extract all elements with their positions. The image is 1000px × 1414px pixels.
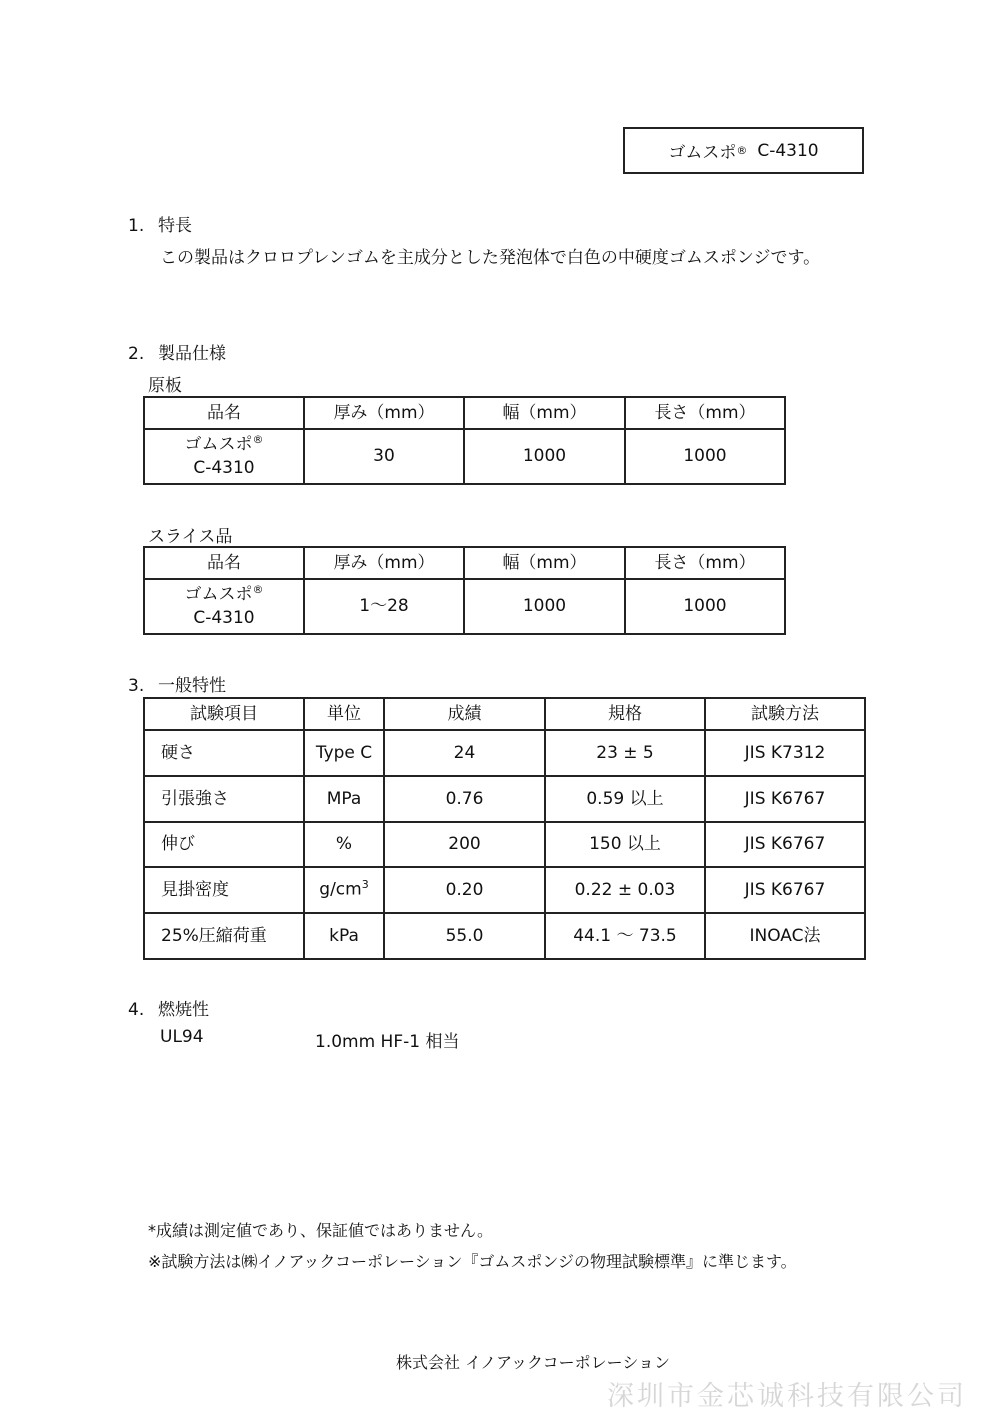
- method-cell: JIS K6767: [705, 867, 865, 913]
- thickness-cell: 1～28: [304, 579, 464, 634]
- table-header-row: [144, 698, 865, 730]
- product-name-cell: ゴムスポ® C-4310: [144, 579, 304, 634]
- table-row: [144, 776, 865, 822]
- method-cell: JIS K7312: [705, 730, 865, 776]
- spec-cell: 150 以上: [545, 822, 705, 867]
- section-1-description: この製品はクロロプレンゴムを主成分とした発泡体で白色の中硬度ゴムスポンジです。: [160, 248, 821, 268]
- test-item-cell: 伸び: [144, 822, 304, 867]
- table-row: [144, 867, 865, 913]
- section-2-number: 2.: [128, 344, 145, 364]
- result-cell: 55.0: [384, 913, 545, 959]
- test-item-cell: 硬さ: [144, 730, 304, 776]
- result-cell: 200: [384, 822, 545, 867]
- header-width: 幅（mm）: [464, 397, 625, 429]
- product-name-cell: ゴムスポ® C-4310: [144, 429, 304, 484]
- test-item-cell: 見掛密度: [144, 867, 304, 913]
- footnote-2: ※試験方法は㈱イノアックコーポレーション『ゴムスポンジの物理試験標準』に準じます。: [148, 1252, 797, 1271]
- table-row: [144, 822, 865, 867]
- header-spec: 規格: [545, 698, 705, 730]
- title-product-name: ゴムスポ: [668, 143, 737, 163]
- unit-cell: kPa: [304, 913, 384, 959]
- header-product: 品名: [144, 397, 304, 429]
- method-cell: INOAC法: [705, 913, 865, 959]
- test-item-cell: 25%圧縮荷重: [144, 913, 304, 959]
- section-3-title: 一般特性: [158, 676, 226, 696]
- header-test-item: 試験項目: [144, 698, 304, 730]
- section-1-number: 1.: [128, 216, 145, 236]
- company-name: 株式会社 イノアックコーポレーション: [396, 1353, 671, 1372]
- result-cell: 0.20: [384, 867, 545, 913]
- header-length: 長さ（mm）: [625, 397, 785, 429]
- document-title: [623, 127, 864, 174]
- spec-cell: 23 ± 5: [545, 730, 705, 776]
- method-cell: JIS K6767: [705, 822, 865, 867]
- footnote-1: *成績は測定値であり、保証値ではありません。: [148, 1221, 493, 1240]
- length-cell: 1000: [625, 429, 785, 484]
- section-4-title: 燃焼性: [158, 1000, 209, 1020]
- table-row: [144, 913, 865, 959]
- section-1-title: 特長: [158, 216, 192, 236]
- header-thickness: 厚み（mm）: [304, 397, 464, 429]
- spec-cell: 0.22 ± 0.03: [545, 867, 705, 913]
- section-3-number: 3.: [128, 676, 145, 696]
- section-4-heading: [128, 995, 209, 1020]
- board-label: 原板: [148, 376, 182, 396]
- section-1-heading: [128, 211, 192, 236]
- unit-cell: $g/cm^3$: [304, 867, 384, 913]
- section-4-number: 4.: [128, 1000, 145, 1020]
- board-spec-table: [143, 396, 786, 485]
- unit-cell: MPa: [304, 776, 384, 822]
- table-row: [144, 730, 865, 776]
- unit-cell: %: [304, 822, 384, 867]
- slice-label: スライス品: [148, 527, 233, 547]
- table-header-row: [144, 397, 785, 429]
- width-cell: 1000: [464, 429, 625, 484]
- general-properties-table: [143, 697, 866, 960]
- table-row: [144, 429, 785, 484]
- section-2-heading: [128, 339, 226, 364]
- title-product-code: C-4310: [757, 140, 819, 161]
- section-3-heading: [128, 671, 226, 696]
- header-unit: 単位: [304, 698, 384, 730]
- table-header-row: [144, 547, 785, 579]
- header-product: 品名: [144, 547, 304, 579]
- slice-spec-table: [143, 546, 786, 635]
- table-row: [144, 579, 785, 634]
- header-thickness: 厚み（mm）: [304, 547, 464, 579]
- flammability-rating: 1.0mm HF-1 相当: [315, 1032, 460, 1052]
- registered-mark: ®: [736, 144, 748, 157]
- thickness-cell: 30: [304, 429, 464, 484]
- spec-cell: 0.59 以上: [545, 776, 705, 822]
- length-cell: 1000: [625, 579, 785, 634]
- header-method: 試験方法: [705, 698, 865, 730]
- spec-cell: 44.1 ～ 73.5: [545, 913, 705, 959]
- header-width: 幅（mm）: [464, 547, 625, 579]
- section-2-title: 製品仕様: [158, 344, 226, 364]
- result-cell: 24: [384, 730, 545, 776]
- width-cell: 1000: [464, 579, 625, 634]
- flammability-standard: UL94: [160, 1027, 204, 1047]
- unit-cell: Type C: [304, 730, 384, 776]
- header-result: 成績: [384, 698, 545, 730]
- method-cell: JIS K6767: [705, 776, 865, 822]
- test-item-cell: 引張強さ: [144, 776, 304, 822]
- result-cell: 0.76: [384, 776, 545, 822]
- watermark: 深圳市金芯诚科技有限公司: [607, 1381, 967, 1412]
- header-length: 長さ（mm）: [625, 547, 785, 579]
